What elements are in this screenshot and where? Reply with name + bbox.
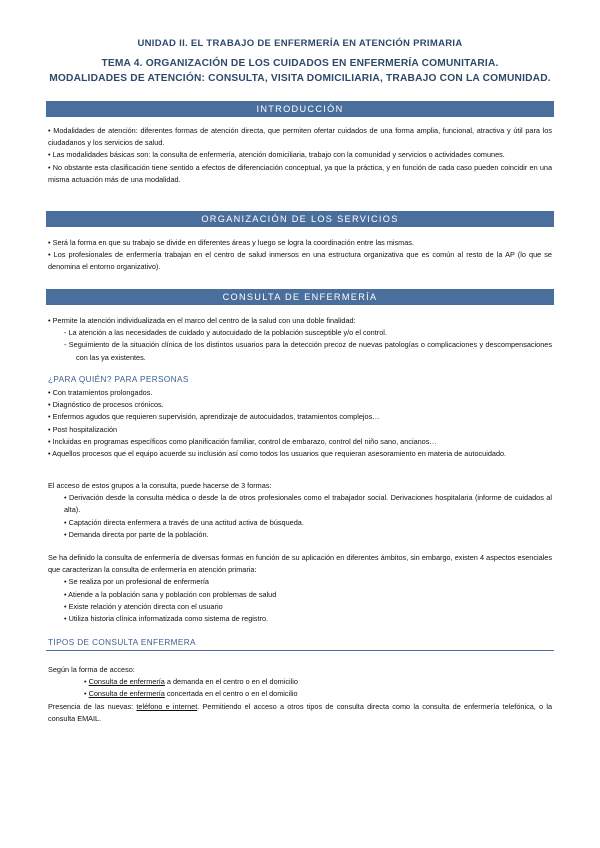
item-text: a demanda en el centro o en el domicilio [164, 677, 298, 687]
list-item: • Demanda directa por parte de la población. [64, 529, 209, 539]
list-item: • Utiliza historia clínica informatizada como sistema de registro. [64, 614, 269, 624]
list-item: • Captación directa enfermera a través de una actitud activa de búsqueda. [64, 517, 304, 527]
acceso-intro: El acceso de estos grupos a la consulta, puede hacerse de 3 formas: [48, 481, 272, 490]
bullet: • [84, 689, 87, 699]
consulta-link-text: Consulta de enfermería [88, 689, 165, 699]
bullet: • [84, 677, 87, 687]
section-bar-introduccion: INTRODUCCIÓN [46, 101, 554, 117]
forma-acceso: Según la forma de acceso: [48, 665, 135, 674]
list-item: • Las modalidades básicas son: la consulta de enfermería, atención domiciliaria, trabajo con la comunidad y servicios o actividades comunes. [48, 150, 505, 160]
tipos-heading: TIPOS DE CONSULTA ENFERMERA [48, 638, 196, 647]
section-bar-organizacion: ORGANIZACIÓN DE LOS SERVICIOS [46, 211, 554, 227]
list-item: • Incluidas en programas específicos como planificación familiar, control de embarazo, control del niño sano, ancianos… [48, 436, 437, 446]
consulta-link-text: Consulta de enfermería [88, 677, 165, 687]
consulta-intro: • Permite la atención individualizada en el marco del centro de la salud con una doble finalidad: [48, 316, 356, 325]
list-item: • Derivación desde la consulta médica o desde la de otros profesionales como el trabajador social. Derivaciones hospitalaria (informe de cuidados al alta). [64, 493, 552, 515]
unit-heading: UNIDAD II. EL TRABAJO DE ENFERMERÍA EN ATENCIÓN PRIMARIA [137, 38, 463, 49]
topic-title [30, 56, 570, 86]
consulta-body [48, 315, 552, 364]
divider [46, 650, 554, 651]
list-item: • Post hospitalización [48, 424, 118, 434]
list-item [48, 688, 552, 700]
aspectos-block [48, 552, 552, 625]
topic-title-line1: TEMA 4. ORGANIZACIÓN DE LOS CUIDADOS EN ENFERMERÍA COMUNITARIA. [101, 58, 499, 69]
presencia-underlined: teléfono e internet [136, 701, 198, 711]
list-item [48, 676, 552, 688]
para-quien-heading: ¿PARA QUIÉN? PARA PERSONAS [48, 375, 189, 384]
para-quien-list [48, 387, 552, 460]
list-item: • Diagnóstico de procesos crónicos. [48, 400, 164, 410]
tipos-body [48, 664, 552, 725]
list-item: • Atiende a la población sana y población con problemas de salud [64, 589, 277, 599]
organizacion-body [48, 237, 552, 274]
topic-title-line2: MODALIDADES DE ATENCIÓN: CONSULTA, VISITA DOMICILIARIA, TRABAJO CON LA COMUNIDAD. [49, 73, 551, 84]
list-item: • Aquellos procesos que el equipo acuerde su inclusión así como todos los usuarios que requieran asesoramiento en materia de autocuidado. [48, 449, 507, 459]
aspectos-intro: Se ha definido la consulta de enfermería de diversas formas en función de su aplicación en diferentes ámbitos, sin embargo, existen 4 aspectos esenciales que caracterizan la consulta de enfermería en atención primaria: [48, 553, 552, 575]
list-item: • No obstante esta clasificación tiene sentido a efectos de diferenciación conceptual, ya que la práctica, y en función de cada caso pueden coincidir en una misma actuación más de una modalidad. [48, 162, 552, 184]
sub-item: - Seguimiento de la situación clínica de los distintos usuarios para la detección precoz de nuevas patologías o complicaciones y descompensaciones con las ya existentes. [64, 340, 552, 362]
acceso-block [48, 480, 552, 541]
list-item: • Se realiza por un profesional de enfermería [64, 577, 209, 587]
sub-item: - La atención a las necesidades de cuidado y autocuidado de la población susceptible y/o el control. [64, 328, 387, 338]
list-item: • Con tratamientos prolongados. [48, 388, 153, 397]
list-item: • Enfermos agudos que requieren supervisión, aprendizaje de autocuidados, tratamientos complejos… [48, 412, 380, 422]
presencia-post: . Permitiendo el acceso a otros tipos de consulta directa como la consulta de enfermería telefónica, o la consulta EMAIL. [48, 701, 553, 723]
list-item: • Los profesionales de enfermería trabajan en el centro de salud inmersos en una estructura organizativa que es común al resto de la AP (lo que se denomina el entorno organizativo). [48, 250, 552, 272]
presencia-paragraph [48, 701, 552, 725]
list-item: • Será la forma en que su trabajo se divide en diferentes áreas y luego se logra la coordinación entre las mismas. [48, 238, 414, 247]
presencia-pre: Presencia de las nuevas: [48, 701, 137, 711]
list-item: • Modalidades de atención: diferentes formas de atención directa, que permiten ofertar cuidados de una forma amplia, funcional, atractiva y útil para los ciudadanos y los servicios de salud. [48, 126, 552, 148]
introduccion-body [48, 125, 552, 186]
item-text: concertada en el centro o en el domicilio [164, 689, 298, 699]
list-item: • Existe relación y atención directa con el usuario [64, 601, 223, 611]
section-bar-consulta: CONSULTA DE ENFERMERÍA [46, 289, 554, 305]
